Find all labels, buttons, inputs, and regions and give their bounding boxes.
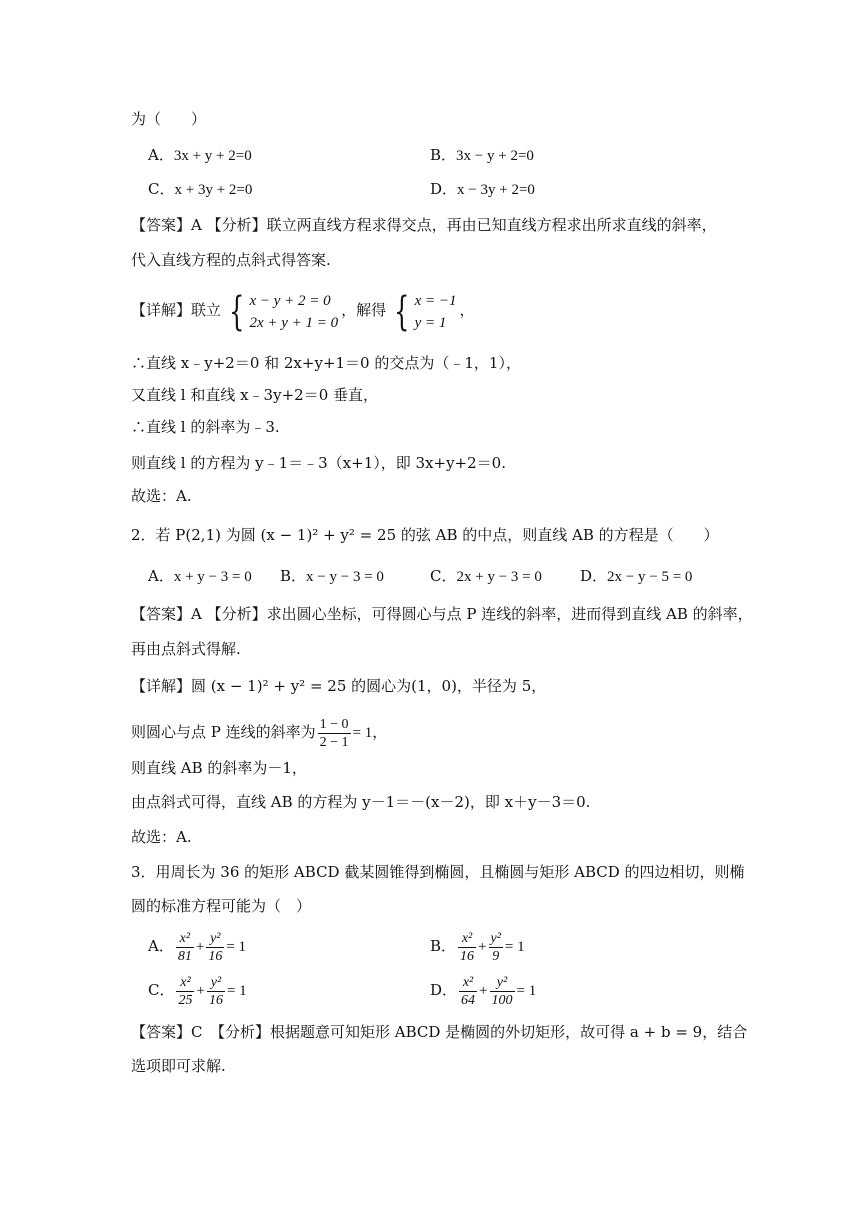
q3-option-d-frac-y bbox=[490, 974, 515, 1009]
q2-detail-line-1: 【详解】圆 (x − 1)² + y² = 25 的圆心为(1，0)，半径为 5， bbox=[131, 677, 547, 695]
q3-option-a-label: A． bbox=[148, 937, 174, 955]
q3-option-a: A． $\frac{\text{x²}}{81}$ + $\frac{\text{y²}}{16}$ = 1 bbox=[148, 930, 247, 964]
q1-detail-line-c: ∴直线 l 的斜率为﹣3. bbox=[131, 418, 280, 436]
q2-detail-line-c: 故选：A. bbox=[131, 828, 192, 846]
q1-answer-line-1: 【答案】A 【分析】联立两直线方程求得交点，再由已知直线方程求出所求直线的斜率， bbox=[131, 216, 717, 234]
q2-slope-prefix: 则圆心与点 P 连线的斜率为 bbox=[131, 723, 316, 741]
q3-option-b-label: B． bbox=[430, 937, 457, 955]
q1-option-b-label: B． bbox=[430, 146, 457, 164]
equals-one: = 1 bbox=[516, 983, 537, 999]
q3-option-d-frac-x bbox=[459, 974, 477, 1009]
numerator: x² bbox=[458, 930, 476, 948]
q3-option-c-frac-x bbox=[176, 974, 194, 1009]
denominator: 81 bbox=[177, 948, 192, 964]
q3-option-c-label: C． bbox=[148, 981, 175, 999]
numerator: y² bbox=[490, 974, 515, 992]
q1-detail-prefix: 【详解】联立 bbox=[131, 301, 222, 319]
left-brace-icon: { bbox=[394, 288, 410, 335]
q3-option-b-frac-y bbox=[489, 930, 503, 965]
q3-option-a-frac-x bbox=[176, 930, 194, 965]
q2-option-b-text: x − y − 3 = 0 bbox=[306, 569, 384, 585]
left-brace-icon: { bbox=[229, 288, 245, 335]
q1-option-c bbox=[148, 178, 252, 201]
equals-one: = 1 bbox=[504, 939, 525, 955]
q1-stem-tail: 为（ ） bbox=[131, 110, 207, 128]
q1-answer-line-2: 代入直线方程的点斜式得答案. bbox=[131, 251, 331, 269]
q1-system-1-row-1: x − y + 2 = 0 bbox=[249, 292, 331, 309]
q1-option-a-label: A． bbox=[148, 146, 174, 164]
q1-option-b-text: 3x − y + 2=0 bbox=[456, 148, 534, 164]
q2-option-b bbox=[280, 565, 384, 588]
q2-option-a-text: x + y − 3 = 0 bbox=[173, 569, 252, 585]
q2-slope-fraction bbox=[318, 716, 351, 751]
q2-answer-line-1: 【答案】A 【分析】求出圆心坐标，可得圆心与点 P 连线的斜率，进而得到直线 AB 的斜率， bbox=[131, 605, 753, 623]
q2-option-a bbox=[148, 565, 252, 588]
denominator: 16 bbox=[460, 948, 475, 964]
numerator: x² bbox=[176, 974, 194, 992]
q1-equation-system-1 bbox=[224, 289, 338, 334]
q1-detail-line-a: ∴直线 x﹣y+2＝0 和 2x+y+1＝0 的交点为（﹣1，1）， bbox=[131, 354, 521, 372]
q1-system-2-row-1: x = −1 bbox=[414, 292, 457, 309]
q1-system-1-row-2: 2x + y + 1 = 0 bbox=[249, 314, 339, 331]
q2-option-c-label: C． bbox=[430, 567, 457, 585]
q2-slope-line bbox=[131, 712, 387, 753]
q3-stem-line-1: 3．用周长为 36 的矩形 ABCD 截某圆锥得到椭圆，且椭圆与矩形 ABCD 的四边相切，则椭 bbox=[131, 863, 745, 881]
q3-stem-line-2: 圆的标准方程可能为（ ） bbox=[131, 897, 312, 915]
q3-option-a-frac-y bbox=[206, 930, 224, 965]
q2-slope-numerator: 1 − 0 bbox=[319, 716, 349, 732]
q3-answer-line-2: 选项即可求解. bbox=[131, 1057, 226, 1075]
q2-detail-line-a: 则直线 AB 的斜率为－1， bbox=[131, 759, 307, 777]
q2-option-c-text: 2x + y − 3 = 0 bbox=[456, 569, 542, 585]
q2-option-d-text: 2x − y − 5 = 0 bbox=[607, 569, 693, 585]
q1-option-d-text: x − 3y + 2=0 bbox=[457, 182, 535, 198]
q2-slope-denominator: 2 − 1 bbox=[319, 734, 349, 750]
q1-detail-system bbox=[131, 288, 475, 334]
q2-stem: 2．若 P(2,1) 为圆 (x − 1)² + y² = 25 的弦 AB 的中点，则直线 AB 的方程是（ ） bbox=[131, 526, 719, 544]
denominator: 64 bbox=[461, 992, 476, 1008]
q2-detail-line-b: 由点斜式可得，直线 AB 的方程为 y－1＝－(x－2)，即 x＋y－3＝0. bbox=[131, 793, 591, 811]
q3-option-d-label: D． bbox=[430, 981, 458, 999]
q3-option-c-frac-y bbox=[207, 974, 225, 1009]
equals-one: = 1 bbox=[226, 983, 247, 999]
q1-option-c-label: C． bbox=[148, 180, 175, 198]
denominator: 16 bbox=[208, 948, 223, 964]
q1-system-2-row-2: y = 1 bbox=[414, 314, 447, 331]
q3-option-b: B． $\frac{\text{x²}}{16}$ + $\frac{\text{y²}}{9}$ = 1 bbox=[430, 930, 525, 964]
equals-one: = 1 bbox=[226, 939, 247, 955]
q1-option-a bbox=[148, 144, 252, 167]
numerator: y² bbox=[207, 974, 225, 992]
q1-detail-line-e: 故选：A. bbox=[131, 487, 192, 505]
q3-option-b-frac-x bbox=[458, 930, 476, 965]
denominator: 25 bbox=[178, 992, 193, 1008]
numerator: x² bbox=[459, 974, 477, 992]
q2-answer-line-2: 再由点斜式得解. bbox=[131, 640, 241, 658]
q3-answer-line-1: 【答案】C 【分析】根据题意可知矩形 ABCD 是椭圆的外切矩形，故可得 a + b = 9，结合 bbox=[131, 1023, 748, 1041]
q1-equation-system-2 bbox=[389, 289, 456, 334]
numerator: y² bbox=[206, 930, 224, 948]
q1-option-b bbox=[430, 144, 534, 167]
denominator: 9 bbox=[492, 948, 500, 964]
q2-slope-suffix: = 1， bbox=[352, 725, 388, 741]
q1-option-d-label: D． bbox=[430, 180, 458, 198]
q3-option-c: C． $\frac{\text{x²}}{25}$ + $\frac{\text{y²}}{16}$ = 1 bbox=[148, 974, 247, 1008]
q1-detail-line-d: 则直线 l 的方程为 y﹣1＝﹣3（x+1），即 3x+y+2＝0. bbox=[131, 454, 506, 472]
q1-option-a-text: 3x + y + 2=0 bbox=[173, 148, 252, 164]
q2-option-b-label: B． bbox=[280, 567, 307, 585]
q2-option-c bbox=[430, 565, 542, 588]
q1-detail-end: ， bbox=[459, 301, 475, 319]
q2-option-d-label: D． bbox=[580, 567, 608, 585]
numerator: x² bbox=[176, 930, 194, 948]
q3-option-d: D． $\frac{\text{x²}}{64}$ + $\frac{\text{y²}}{100}$ = 1 bbox=[430, 974, 537, 1008]
q1-option-d bbox=[430, 178, 535, 201]
denominator: 16 bbox=[208, 992, 223, 1008]
q2-option-d bbox=[580, 565, 692, 588]
q1-detail-mid: ，解得 bbox=[341, 301, 387, 319]
q2-option-a-label: A． bbox=[148, 567, 174, 585]
numerator: y² bbox=[490, 930, 501, 946]
q1-option-c-text: x + 3y + 2=0 bbox=[174, 182, 253, 198]
denominator: 100 bbox=[491, 992, 513, 1008]
q1-detail-line-b: 又直线 l 和直线 x﹣3y+2＝0 垂直， bbox=[131, 386, 379, 404]
